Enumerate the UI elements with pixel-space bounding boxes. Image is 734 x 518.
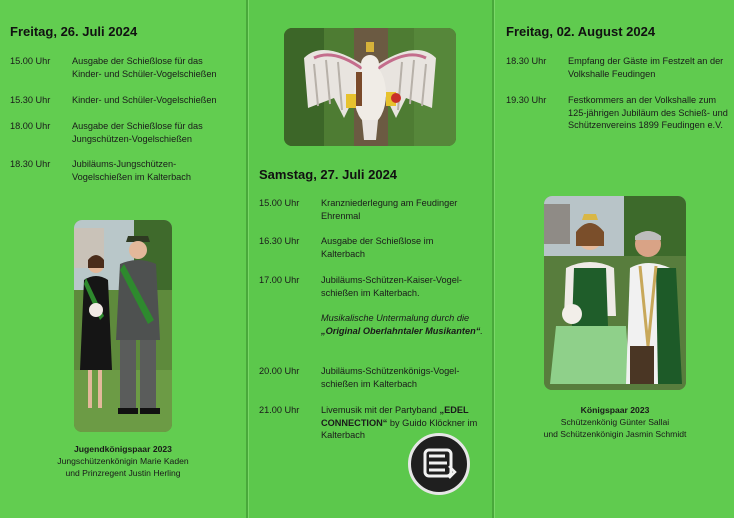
photo-illustration: [544, 196, 686, 390]
event-time: 18.00 Uhr: [10, 121, 51, 131]
caption-title: Königspaar 2023: [580, 405, 650, 415]
event-text-prefix: Livemusik mit der Partyband: [321, 405, 440, 415]
caption-line: Jungschützenkönigin Marie Kaden: [57, 456, 189, 466]
fold-highlight: [494, 0, 495, 518]
event-text: Kinder- und Schüler-Vogelschießen: [72, 95, 217, 105]
youth-royal-couple-caption: [20, 443, 226, 479]
event-text: Empfang der Gäste im Festzelt an der Volkshalle Feudingen: [568, 56, 724, 79]
event-time: 15.00 Uhr: [259, 198, 300, 208]
event-text: Ausgabe der Schießlose für das Jungschützen-Vogelschießen: [72, 121, 203, 144]
event-time: 21.00 Uhr: [259, 405, 300, 415]
caption-title: Jugendkönigspaar 2023: [74, 444, 172, 454]
youth-royal-couple-photo: [74, 220, 172, 432]
music-note-prefix: Musikalische Untermalung durch die: [321, 313, 470, 323]
day-heading-middle: Samstag, 27. Juli 2024: [259, 167, 398, 182]
event-time: 17.00 Uhr: [259, 275, 300, 285]
photo-illustration: [74, 220, 172, 432]
logo-mark-icon: [411, 436, 467, 492]
eagle-emblem-photo: [284, 28, 456, 146]
event-text: Jubiläums-Jungschützen-Vogelschießen im Kalterbach: [72, 159, 191, 182]
band-logo: [408, 433, 470, 495]
event-text: Ausgabe der Schießlose für das Kinder- und Schüler-Vogelschießen: [72, 56, 217, 79]
caption-line: und Prinzregent Justin Herling: [65, 468, 181, 478]
event-text-suffix: by Guido Klöckner im Kalterbach: [321, 417, 478, 440]
event-text: Festkommers an der Volkshalle zum 125-jährigen Jubiläum des Schieß- und Schützenvereins 1899 Feudingen e.V.: [568, 95, 728, 130]
day-heading-left: Freitag, 26. Juli 2024: [10, 24, 138, 39]
event-time: 18.30 Uhr: [10, 159, 51, 169]
eagle-illustration: [284, 28, 456, 146]
event-text: Kranzniederlegung am Feudinger Ehrenmal: [321, 198, 458, 221]
event-time: 16.30 Uhr: [259, 236, 300, 246]
event-time: 15.00 Uhr: [10, 56, 51, 66]
caption-line: Schützenkönig Günter Sallai: [560, 417, 670, 427]
music-note: [321, 312, 483, 337]
event-time: 20.00 Uhr: [259, 366, 300, 376]
music-note-suffix: .: [480, 325, 483, 336]
event-time: 18.30 Uhr: [506, 56, 547, 66]
fold-highlight: [248, 0, 249, 518]
royal-couple-caption: [510, 404, 720, 440]
event-text: Jubiläums-Schützenkönigs-Vogel-schießen im Kalterbach: [321, 366, 460, 389]
day-heading-right: Freitag, 02. August 2024: [506, 24, 656, 39]
caption-line: und Schützenkönigin Jasmin Schmidt: [543, 429, 687, 439]
event-time: 15.30 Uhr: [10, 95, 51, 105]
band-name: „EDEL CONNECTION“: [321, 405, 469, 428]
event-text: Ausgabe der Schießlose im Kalterbach: [321, 236, 434, 259]
event-time: 19.30 Uhr: [506, 95, 547, 105]
royal-couple-photo: [544, 196, 686, 390]
music-band-name: „Original Oberlahntaler Musikanten“: [321, 325, 481, 336]
event-text: Jubiläums-Schützen-Kaiser-Vogel-schießen im Kalterbach.: [321, 275, 462, 298]
